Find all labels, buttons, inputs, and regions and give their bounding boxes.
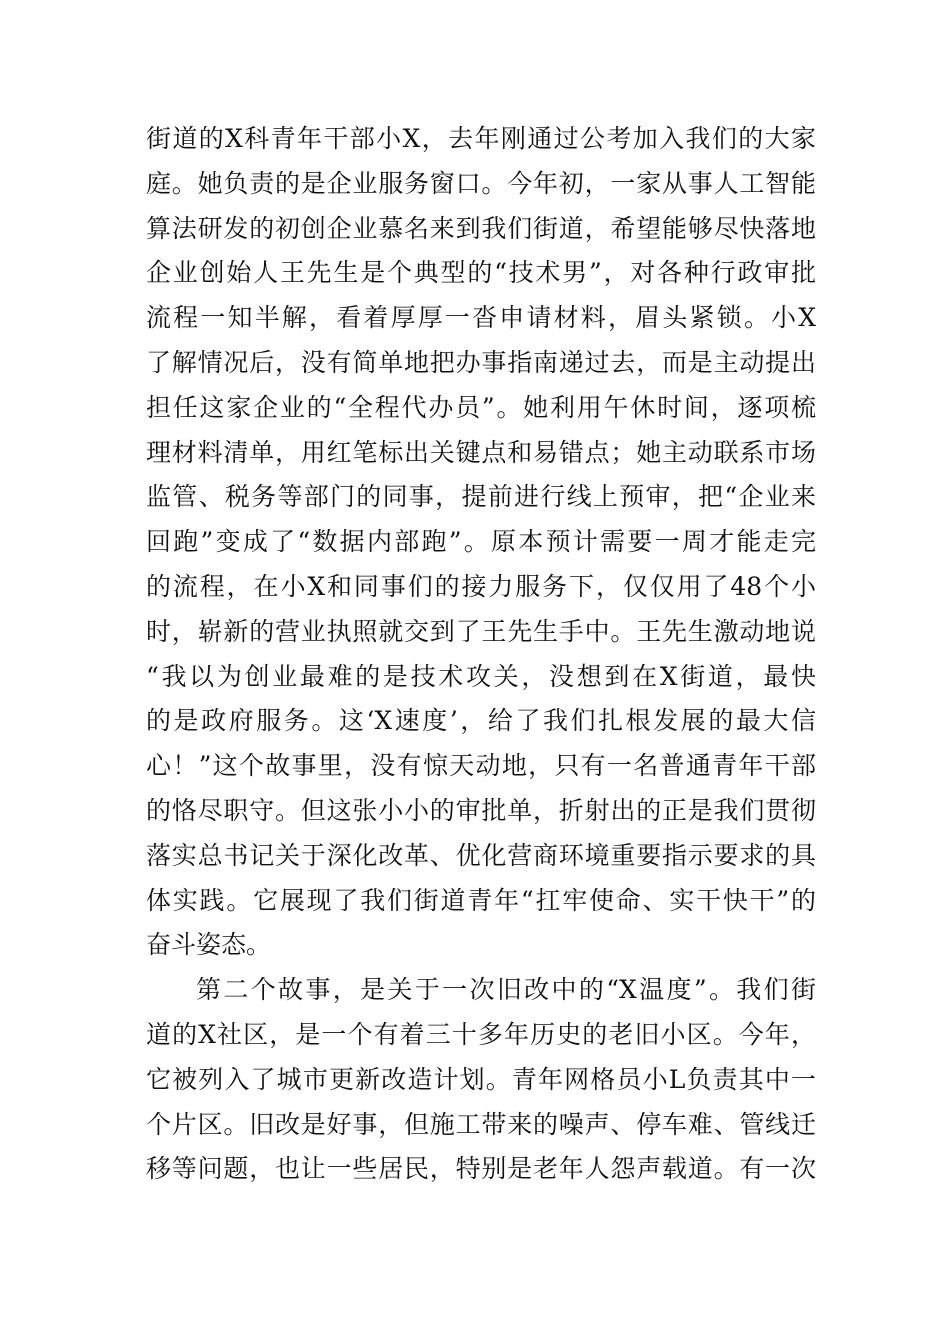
text-line: 道的X社区，是一个有着三十多年历史的老旧小区。今年， [146, 1019, 816, 1049]
text-line: 担任这家企业的“全程代办员”。她利用午休时间，逐项梳 [146, 392, 816, 422]
text-line: 算法研发的初创企业慕名来到我们街道，希望能够尽快落地 [146, 213, 816, 243]
text-line: 落实总书记关于深化改革、优化营商环境重要指示要求的具 [146, 840, 816, 870]
text-line: 了解情况后，没有简单地把办事指南递过去，而是主动提出 [146, 347, 816, 377]
paragraph-1 [146, 117, 816, 968]
text-line: 的流程，在小X和同事们的接力服务下，仅仅用了48个小 [146, 571, 816, 601]
text-line: 流程一知半解，看着厚厚一沓申请材料，眉头紧锁。小X [146, 303, 816, 333]
text-line: 它被列入了城市更新改造计划。青年网格员小L负责其中一 [146, 1064, 816, 1094]
text-line: 时，崭新的营业执照就交到了王先生手中。王先生激动地说 [146, 616, 816, 646]
text-line: 的恪尽职守。但这张小小的审批单，折射出的正是我们贯彻 [146, 795, 816, 825]
text-line: 体实践。它展现了我们街道青年“扛牢使命、实干快干”的 [146, 885, 816, 915]
text-line: 个片区。旧改是好事，但施工带来的噪声、停车难、管线迁 [146, 1109, 816, 1139]
text-line: 的是政府服务。这‘X速度’，给了我们扎根发展的最大信 [146, 706, 816, 736]
text-line: 回跑”变成了“数据内部跑”。原本预计需要一周才能走完 [146, 527, 816, 557]
text-line: 移等问题，也让一些居民，特别是老年人怨声载道。有一次 [146, 1154, 816, 1184]
text-line: 心！”这个故事里，没有惊天动地，只有一名普通青年干部 [146, 751, 816, 781]
text-line: 理材料清单，用红笔标出关键点和易错点；她主动联系市场 [146, 437, 816, 467]
body-text [146, 117, 816, 1192]
text-line: 监管、税务等部门的同事，提前进行线上预审，把“企业来 [146, 482, 816, 512]
text-line: “我以为创业最难的是技术攻关，没想到在X街道，最快 [146, 661, 816, 691]
text-line: 街道的X科青年干部小X，去年刚通过公考加入我们的大家 [146, 124, 816, 153]
text-line: 第二个故事，是关于一次旧改中的“X温度”。我们街 [196, 975, 816, 1005]
text-line: 奋斗姿态。 [146, 930, 272, 960]
paragraph-2 [146, 968, 816, 1192]
text-line: 庭。她负责的是企业服务窗口。今年初，一家从事人工智能 [146, 168, 816, 198]
text-line: 企业创始人王先生是个典型的“技术男”，对各种行政审批 [146, 258, 816, 288]
